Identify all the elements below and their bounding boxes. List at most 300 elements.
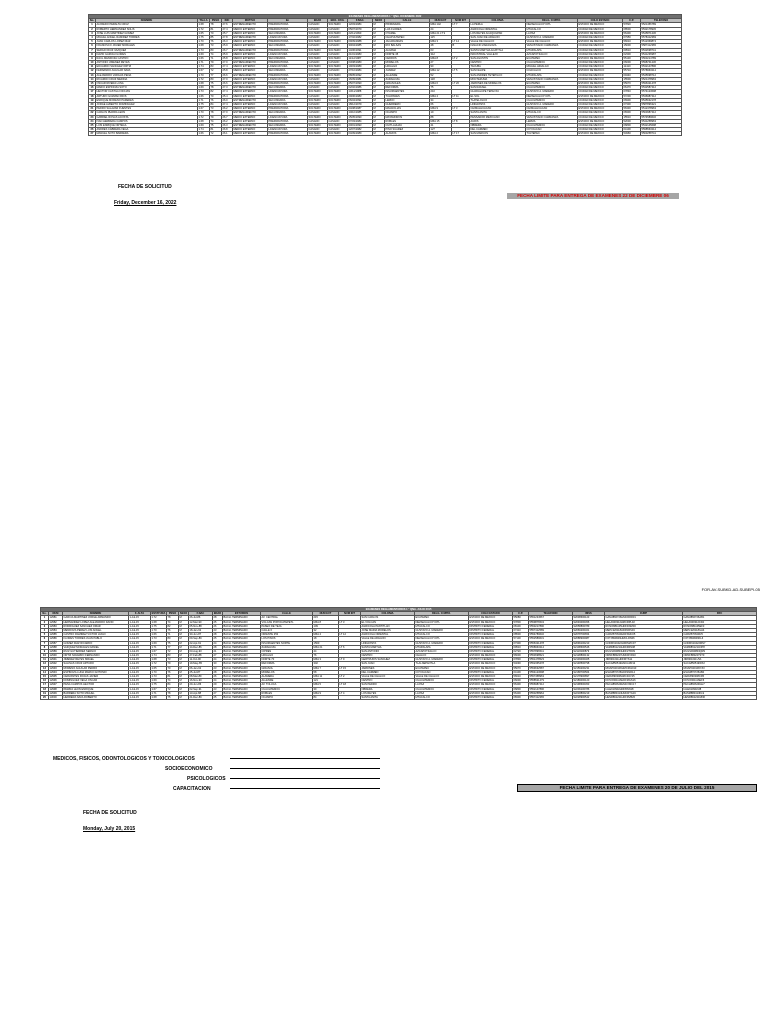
table-cell: DISTRITO FEDERAL	[469, 628, 513, 632]
table-cell: BACH. TERMINADO	[223, 628, 261, 632]
sheet-diciembre	[88, 14, 681, 136]
table-cell: DISTRITO FEDERAL	[469, 695, 513, 699]
table-cell: INSURGENTES	[385, 90, 430, 94]
column-header: COLO ESTADO	[578, 19, 623, 23]
table-cell: SOLTERO	[328, 132, 348, 136]
table-cell: 12992	[49, 662, 63, 666]
table-cell: PREPARATORIA	[268, 48, 308, 52]
table-cell: LT 7	[452, 23, 470, 27]
table-cell: 18-Jan-92	[189, 628, 213, 632]
table-cell: LT 5	[452, 69, 470, 73]
table-cell: CASADO	[308, 69, 328, 73]
table-cell: 14-Dec-86	[189, 645, 213, 649]
table-cell: 26	[213, 675, 223, 679]
table-cell: 25	[213, 637, 223, 641]
table-cell: BACH. TERMINADO	[223, 687, 261, 691]
table-cell: M	[179, 628, 189, 632]
table-cell: 74	[210, 119, 222, 123]
table-cell: SAN ANDRES TETEPILCO	[470, 73, 526, 77]
table-cell: CENTRO	[361, 654, 415, 658]
table-cell: LICENCIATURA	[268, 52, 308, 56]
table-cell: 1.68	[151, 695, 167, 699]
table-cell: SOLTERO	[328, 115, 348, 119]
table-cell: 1.73	[198, 90, 210, 94]
table-cell: ESTADO DE MEXICO	[469, 662, 513, 666]
table-cell: M	[373, 69, 385, 73]
table-cell: 12988	[49, 645, 63, 649]
table-cell: 30-Jun-87	[189, 633, 213, 637]
column-header: No.	[42, 612, 47, 616]
table-cell: JARDINES DE MORELOS	[470, 82, 526, 86]
signature-line-medicos[interactable]	[230, 758, 380, 759]
table-cell: 30/04/1985	[348, 44, 373, 48]
table-cell: 5521478963	[641, 77, 682, 81]
table-cell: 56600	[513, 654, 529, 658]
table-cell: 1.75	[198, 35, 210, 39]
table-cell: MEPL920118GH4	[683, 628, 757, 632]
table-cell: 76	[167, 628, 179, 632]
table-cell: LOS REYES	[361, 691, 415, 695]
table-cell: 5557412589	[529, 628, 573, 632]
table-cell: 27	[89, 132, 96, 136]
table-row	[41, 695, 757, 699]
table-cell: SOLTERO	[328, 56, 348, 60]
table-cell: 52	[430, 73, 452, 77]
column-header: COLONIA	[361, 612, 415, 616]
form-code: FOR-AV-SUBKD-AD-SUBEPI-05	[701, 587, 760, 592]
table-cell: CUAUHTEMOC	[526, 86, 578, 90]
table-cell: LT 8	[452, 119, 470, 123]
table-cell: 1.71	[151, 645, 167, 649]
table-cell: CIUDAD DE MEXICO	[578, 90, 623, 94]
table-cell: MAGNOLIAS	[385, 107, 430, 111]
table-cell: CASADO	[328, 111, 348, 115]
table-cell: M	[373, 65, 385, 69]
table-cell: 5587412365	[641, 44, 682, 48]
table-cell: 16/09/1981	[348, 77, 373, 81]
table-cell: VENUSTIANO CARRANZA	[526, 77, 578, 81]
table-cell: 92108600546	[573, 645, 605, 649]
table-cell: ENTRENAMIENTO	[233, 123, 268, 127]
table-cell: ESTADO DE MEXICO	[469, 675, 513, 679]
signature-label-psicologicos: PSICOLOGICOS	[187, 776, 226, 782]
table-cell: 09510	[623, 48, 641, 52]
table-cell: DISTRITO FEDERAL	[469, 658, 513, 662]
signature-line-capacitacion[interactable]	[230, 788, 380, 789]
table-cell: DISTRITO FEDERAL	[469, 645, 513, 649]
table-cell: M	[373, 94, 385, 98]
table-cell: M	[179, 687, 189, 691]
table-cell: MANUEL SOTO BARRERA	[96, 132, 198, 136]
table-cell: 77	[167, 645, 179, 649]
table-cell: 1.75	[198, 102, 210, 106]
table-cell: SOLTERO	[328, 65, 348, 69]
table-cell: 76	[313, 654, 339, 658]
table-cell: 24	[213, 641, 223, 645]
table-cell: 76	[210, 40, 222, 44]
table-cell: CHIMALHUACAN	[526, 107, 578, 111]
table-cell: TULTEPEC	[526, 132, 578, 136]
table-cell: ROSO881105EF3	[683, 624, 757, 628]
table-cell: 48	[430, 44, 452, 48]
table-cell: 26.8	[222, 128, 233, 132]
table-cell: 5559632587	[529, 666, 573, 670]
table-cell: 1-Jul-15	[129, 658, 151, 662]
table-cell: 1.71	[198, 98, 210, 102]
table-cell: SANTA ANITA	[361, 695, 415, 699]
table-cell: 54090	[513, 662, 529, 666]
table-cell: DISTRITO FEDERAL	[469, 679, 513, 683]
table-cell: 11/12/1987	[348, 56, 373, 60]
table-cell: CASADO	[308, 44, 328, 48]
table-cell: CIUDAD DE MEXICO	[578, 35, 623, 39]
table-cell: AGRICOLA ORIENTAL	[470, 27, 526, 31]
table-cell: SECUNDARIA	[268, 31, 308, 35]
table-cell: MEDIO EXTERNO	[233, 69, 268, 73]
table-cell: 312	[430, 52, 452, 56]
table-cell: MEDIO EXTERNO	[233, 94, 268, 98]
signature-line-socioeconomico[interactable]	[230, 768, 380, 769]
table-cell: VALLE DE CHALCO	[415, 675, 469, 679]
table-cell: 84	[313, 695, 339, 699]
table-cell: IZTAPALAPA	[526, 73, 578, 77]
table-cell: 5578963214	[641, 69, 682, 73]
table-cell: 57800	[513, 620, 529, 624]
table-cell: 39	[313, 687, 339, 691]
table-cell: 1.69	[198, 52, 210, 56]
table-cell: M	[373, 123, 385, 127]
table-cell: 82	[210, 90, 222, 94]
table-cell: 92128800132	[573, 654, 605, 658]
table-cell: CASADO	[308, 23, 328, 27]
table-cell: JUAN CARLOS LOPEZ DIAZ	[96, 40, 198, 44]
table-cell: 13/11/1988	[348, 90, 373, 94]
table-cell: 25.4	[222, 94, 233, 98]
table-cell: 23	[213, 666, 223, 670]
table-cell: 10	[41, 654, 49, 658]
table-cell: MZA 4	[313, 633, 339, 637]
table-cell: 24	[430, 27, 452, 31]
table-cell: 7	[89, 48, 96, 52]
table-cell: 7	[41, 641, 49, 645]
table-cell: 25	[213, 695, 223, 699]
table-cell: 24/08/1987	[348, 107, 373, 111]
table-cell: BACH. TERMINADO	[223, 654, 261, 658]
table-cell: 1-Jul-15	[129, 679, 151, 683]
table-cell: MZA 2	[430, 132, 452, 136]
table-cell: 92099100213	[573, 641, 605, 645]
table-cell: ENTRENAMIENTO	[233, 48, 268, 52]
signature-line-psicologicos[interactable]	[230, 778, 380, 779]
table-cell: 41	[430, 123, 452, 127]
table-cell	[339, 695, 361, 699]
table-cell: PREPARATORIA	[268, 94, 308, 98]
table-cell: LICENCIATURA	[268, 65, 308, 69]
table-cell: M	[179, 666, 189, 670]
column-header: F. ALTA	[129, 612, 151, 616]
table-cell: IZTAPALAPA	[415, 645, 469, 649]
table-cell: LT 18	[339, 683, 361, 687]
table-cell: PREPARATORIA	[268, 82, 308, 86]
table-cell: 1.68	[198, 23, 210, 27]
table-cell: 21/01/1983	[348, 52, 373, 56]
table-cell: 14	[41, 670, 49, 674]
table-cell: 12/07/1982	[348, 128, 373, 132]
table-cell: M	[373, 23, 385, 27]
table-cell: SOLTERO	[308, 31, 328, 35]
table-cell: NEZAHUALCOYOTL	[526, 23, 578, 27]
table-cell: CASADO	[328, 128, 348, 132]
table-cell: 1-Jul-15	[129, 628, 151, 632]
table-cell: 07840	[623, 90, 641, 94]
table-cell: 57820	[623, 23, 641, 27]
table-cell: 215	[313, 616, 339, 620]
table-cell: HIDALGO	[261, 654, 313, 658]
table-cell: ROBERTO HERNANDEZ SOLIS	[96, 27, 198, 31]
table-cell: FERNANDO AGUILAR NAVA	[96, 69, 198, 73]
table-cell: MEDIO EXTERNO	[233, 82, 268, 86]
table-cell: MEDIO EXTERNO	[233, 77, 268, 81]
table-cell: ESTADO DE MEXICO	[578, 56, 623, 60]
table-cell: 63	[430, 48, 452, 52]
table-cell: SECUNDARIA	[268, 111, 308, 115]
table-cell: M	[373, 107, 385, 111]
table-cell: M	[373, 35, 385, 39]
table-cell: 77	[210, 73, 222, 77]
table-cell: M	[373, 48, 385, 52]
table-cell: 5563214789	[641, 56, 682, 60]
table-cell: MEDIO EXTERNO	[233, 115, 268, 119]
table-cell: 07/03/1984	[348, 119, 373, 123]
table-cell: GUSTAVO A. MADERO	[415, 641, 469, 645]
table-cell: 84	[167, 683, 179, 687]
table-cell: 24	[213, 658, 223, 662]
table-cell: BACH. TERMINADO	[223, 637, 261, 641]
table-cell: SECUNDARIA	[268, 86, 308, 90]
table-cell: 12999	[49, 691, 63, 695]
table-cell: ESTADO DE MEXICO	[469, 616, 513, 620]
table-cell: ALLENDE	[261, 679, 313, 683]
table-cell: VOLCAN POPOCATEPETL	[261, 620, 313, 624]
table-cell: CASADO	[308, 52, 328, 56]
table-cell: ESTADO DE MEXICO	[578, 119, 623, 123]
table-cell: 26.6	[222, 82, 233, 86]
table-cell: 1.70	[151, 628, 167, 632]
table-cell: 07410	[513, 628, 529, 632]
column-header: NOMBRE	[63, 612, 129, 616]
table-cell: MOAP920106YZ3	[683, 666, 757, 670]
table-cell: DEL CARMEN	[361, 670, 415, 674]
signature-label-medicos: MEDICOS, FISICOS, ODONTOLOGICOS Y TOXICOLOGICOS	[53, 756, 195, 762]
table-cell: 1.75	[151, 683, 167, 687]
table-cell: CIUDAD DE MEXICO	[578, 77, 623, 81]
table-cell: 08/05/1992	[348, 73, 373, 77]
table-cell: CASADO	[328, 86, 348, 90]
table-cell: 21-Dec-89	[189, 695, 213, 699]
table-cell: SAN JUAN DE ARAGON	[470, 35, 526, 39]
table-cell: 27.0	[222, 61, 233, 65]
table-cell: ENTRENAMIENTO	[233, 61, 268, 65]
table-cell: VAMD861214OP8	[683, 645, 757, 649]
table-cell: 02720	[513, 649, 529, 653]
table-cell: 302	[313, 662, 339, 666]
table-cell: 92178900897	[573, 675, 605, 679]
table-cell: SANTA ANITA	[470, 111, 526, 115]
table-cell: 11410	[623, 65, 641, 69]
table-cell: 12990	[49, 654, 63, 658]
table-cell: 12995	[49, 675, 63, 679]
table-cell: M	[179, 691, 189, 695]
table-cell: 74	[167, 620, 179, 624]
table-cell: IBARRA LEON ENRIQUE	[63, 687, 129, 691]
table-cell: BACH. TERMINADO	[223, 666, 261, 670]
table-cell: LA PAZ	[415, 683, 469, 687]
table-cell: NORTE 45	[385, 52, 430, 56]
table-cell: 71	[210, 56, 222, 60]
table-cell: 27	[213, 691, 223, 695]
table-cell: COACALCO	[526, 69, 578, 73]
table-cell: 92189000120	[573, 679, 605, 683]
table-cell: PREPARATORIA	[268, 119, 308, 123]
table-cell: M	[179, 675, 189, 679]
table-cell: JIRI901011UV1	[683, 658, 757, 662]
table-cell: 56400	[513, 691, 529, 695]
column-header: NUM	[49, 612, 63, 616]
table-cell: IVAN HERRERA CAMPOS	[96, 119, 198, 123]
table-cell: SAN PEDRO	[361, 683, 415, 687]
table-cell: 1-Jul-15	[129, 683, 151, 687]
table-cell: MZA 8	[430, 56, 452, 60]
table-cell: 4	[89, 35, 96, 39]
table-cell: PEDRO SALAZAR FUENTES	[96, 107, 198, 111]
table-cell: 3	[89, 31, 96, 35]
table-cell: 06800	[623, 123, 641, 127]
table-cell: TLATELOLCO	[470, 98, 526, 102]
table-cell: 75	[430, 86, 452, 90]
table-cell: 5587896321	[641, 102, 682, 106]
table-cell: 1-Jul-15	[129, 675, 151, 679]
table-cell: SOLTERO	[308, 98, 328, 102]
table-cell: SANTA MARTHA	[361, 645, 415, 649]
table-cell: 55080	[513, 616, 529, 620]
table-cell: SOLTERO	[308, 115, 328, 119]
table-cell: SAN JUAN	[361, 662, 415, 666]
table-cell: MEDIO EXTERNO	[233, 119, 268, 123]
table-cell: 79	[210, 61, 222, 65]
table-cell: CIUDAD DE MEXICO	[578, 27, 623, 31]
table-cell: CERJ890308HMCRJV15	[605, 675, 683, 679]
table-cell: SOLTERO	[328, 31, 348, 35]
table-cell: 26.2	[222, 119, 233, 123]
table-cell: 5545632178	[641, 98, 682, 102]
table-cell: SECUNDARIA	[268, 98, 308, 102]
table-cell: 80	[167, 637, 179, 641]
table-cell: 56330	[623, 107, 641, 111]
table-cell: SOLTERO	[328, 123, 348, 127]
table-cell: IZTACALCO	[415, 633, 469, 637]
table-cell: 72	[210, 132, 222, 136]
table-cell: GUSTAVO A. MADERO	[415, 658, 469, 662]
table-cell: M	[179, 670, 189, 674]
table-cell: EL VOLCAN	[361, 620, 415, 624]
table-cell: M	[179, 624, 189, 628]
table-cell: MEDIO EXTERNO	[233, 102, 268, 106]
table-cell: NORTE 70	[261, 658, 313, 662]
table-cell: 1.65	[198, 31, 210, 35]
table-cell: 81	[210, 128, 222, 132]
table-cell: MENDOZA PEREZ LUIS ANGEL	[63, 628, 129, 632]
table-cell: 5532145698	[641, 123, 682, 127]
table-cell: 04100	[513, 670, 529, 674]
table-cell: 16	[89, 86, 96, 90]
table-cell: 08300	[513, 695, 529, 699]
table-cell: 1-Jul-15	[129, 633, 151, 637]
table-cell: 22-Apr-91	[189, 641, 213, 645]
table-cell: 1.66	[198, 132, 210, 136]
table-cell: M	[373, 82, 385, 86]
table-cell: 92049000456	[573, 620, 605, 624]
table-cell: 07830	[513, 658, 529, 662]
table-cell: GARCIA MARTINEZ JORGE ARMANDO	[63, 616, 129, 620]
signature-label-capacitacion: CAPACITACION	[173, 786, 211, 792]
table-cell: PECH860629GH7	[683, 683, 757, 687]
table-cell: RAUL MENDOZA CASTRO	[96, 56, 198, 60]
table-cell: 1.69	[198, 86, 210, 90]
table-cell: PENSADOR MEXICANO	[470, 115, 526, 119]
table-cell: 17/02/1982	[348, 35, 373, 39]
table-cell: 1.73	[151, 637, 167, 641]
table-cell: 1.70	[151, 670, 167, 674]
table-cell: 92119300879	[573, 649, 605, 653]
table-cell: LT 15	[339, 666, 361, 670]
table-cell: SAN ANTONIO	[361, 649, 415, 653]
table-cell: M	[373, 90, 385, 94]
table-cell: 79	[210, 115, 222, 119]
table-cell: CIUDAD DE MEXICO	[578, 65, 623, 69]
table-cell: 78	[167, 616, 179, 620]
table-cell: 75	[210, 123, 222, 127]
table-cell: 18	[313, 637, 339, 641]
table-cell: LA PAZ	[415, 691, 469, 695]
table-cell: 02/02/1986	[348, 86, 373, 90]
table-cell: 11-Oct-90	[189, 658, 213, 662]
column-header: SEXO	[179, 612, 188, 616]
table-cell: JOSE MARIA MORELOS	[361, 628, 415, 632]
table-cell: JARDINES	[361, 666, 415, 670]
table-cell: CASADO	[308, 86, 328, 90]
table-cell: PREPARATORIA	[268, 23, 308, 27]
table-cell: SOLTERO	[308, 65, 328, 69]
column-header: PESO	[167, 612, 179, 616]
table-cell: GIRASOLES	[385, 82, 430, 86]
table-cell: 1.69	[151, 679, 167, 683]
table-cell: CHAPULTEPEC	[385, 35, 430, 39]
table-cell: AGRICOLA PANTITLAN	[361, 624, 415, 628]
table-cell: CHIMALHUACAN	[470, 107, 526, 111]
table-cell: 08100	[513, 624, 529, 628]
table-cell: M	[373, 102, 385, 106]
table-cell: 1.74	[151, 654, 167, 658]
table-cell: MATAMOROS	[385, 115, 430, 119]
table-cell: CIUDAD DE MEXICO	[578, 102, 623, 106]
table-cell: 1-Jul-15	[129, 695, 151, 699]
table-cell: 52000	[623, 119, 641, 123]
table-cell: SOLTERO	[308, 107, 328, 111]
table-cell: ALEJANDRO VARGAS PEÑA	[96, 73, 198, 77]
table-cell: MZA 21 LT 9	[430, 31, 452, 35]
table-cell: MEDIO EXTERNO	[233, 27, 268, 31]
table-cell: 20	[41, 695, 49, 699]
